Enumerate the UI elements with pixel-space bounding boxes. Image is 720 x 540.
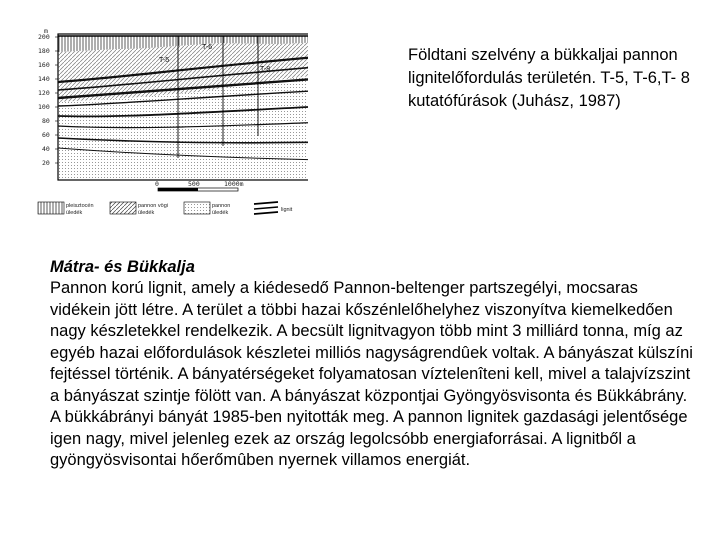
scale-label-end: 1000m xyxy=(224,180,244,188)
y-tick-label: 140 xyxy=(38,75,50,83)
legend-item-pleistocene xyxy=(38,202,94,216)
borehole-t8-label: T-8 xyxy=(260,66,271,73)
borehole-t5-label: T-5 xyxy=(159,57,170,64)
borehole-t6-label: T-6 xyxy=(202,44,213,51)
y-tick-label: 80 xyxy=(42,117,50,125)
legend-item-upper-pannon xyxy=(110,202,168,216)
legend-label: pannon xyxy=(212,203,231,209)
legend-item-pannon xyxy=(184,202,230,216)
geological-cross-section-figure xyxy=(28,26,308,222)
y-tick-label: 200 xyxy=(38,33,50,41)
legend-label: üledék xyxy=(212,210,229,216)
section-body: Pannon korú lignit, amely a kiédesedő Pannon-beltenger partszegélyi, mocsaras vidékein jött létre. A terület a többi hazai kőszénlelőhelyhez viszonyítva kiemelkedően nagy készletekkel rendelkezik. A becsült lignitvagyon több mint 3 milliárd tonna, míg az egyéb hazai előfordulások készletei milliós nagyságrendûek voltak. A bányászat külszíni fejtéssel történik. A bányatérségeket folyamatosan víztelenîteni kell, mivel a talajvízszint a bányászat szintje fölött van. A bányászat központjai Gyöngyösvisonta és Bükkábrány. A bükkábrányi bányát 1985-ben nyitották meg. A pannon lignitek gazdasági jelentősége igen nagy, mivel jelenleg ezek az ország legolcsóbb energiaforrásai. A lignitből a gyöngyösvisontai hőerőmûben nyernek villamos energiát. xyxy=(50,279,693,469)
figure-caption: Földtani szelvény a bükkaljai pannon lignitelőfordulás területén. T-5, T-6,T- 8 kutatófúrások (Juhász, 1987) xyxy=(408,46,690,110)
y-axis-ticks xyxy=(38,33,58,167)
scale-label-start: 0 xyxy=(155,180,159,188)
legend-label: üledék xyxy=(66,210,83,216)
y-tick-label: 120 xyxy=(38,89,50,97)
y-tick-label: 180 xyxy=(38,47,50,55)
legend xyxy=(38,202,293,216)
text-section xyxy=(50,257,700,472)
y-tick-label: 20 xyxy=(42,159,50,167)
scale-bar xyxy=(155,180,244,191)
y-tick-label: 60 xyxy=(42,131,50,139)
y-tick-label: 100 xyxy=(38,103,50,111)
y-axis-unit: m xyxy=(44,27,48,35)
legend-label: üledék xyxy=(138,210,155,216)
legend-label: pleisztocén xyxy=(66,203,94,209)
y-tick-label: 40 xyxy=(42,145,50,153)
section-title: Mátra- és Bükkalja xyxy=(50,258,195,276)
legend-label: pannon vögi xyxy=(138,203,168,209)
legend-item-lignite xyxy=(254,202,293,214)
scale-label-mid: 500 xyxy=(188,180,200,188)
legend-label: lignit xyxy=(281,207,293,213)
y-tick-label: 160 xyxy=(38,61,50,69)
